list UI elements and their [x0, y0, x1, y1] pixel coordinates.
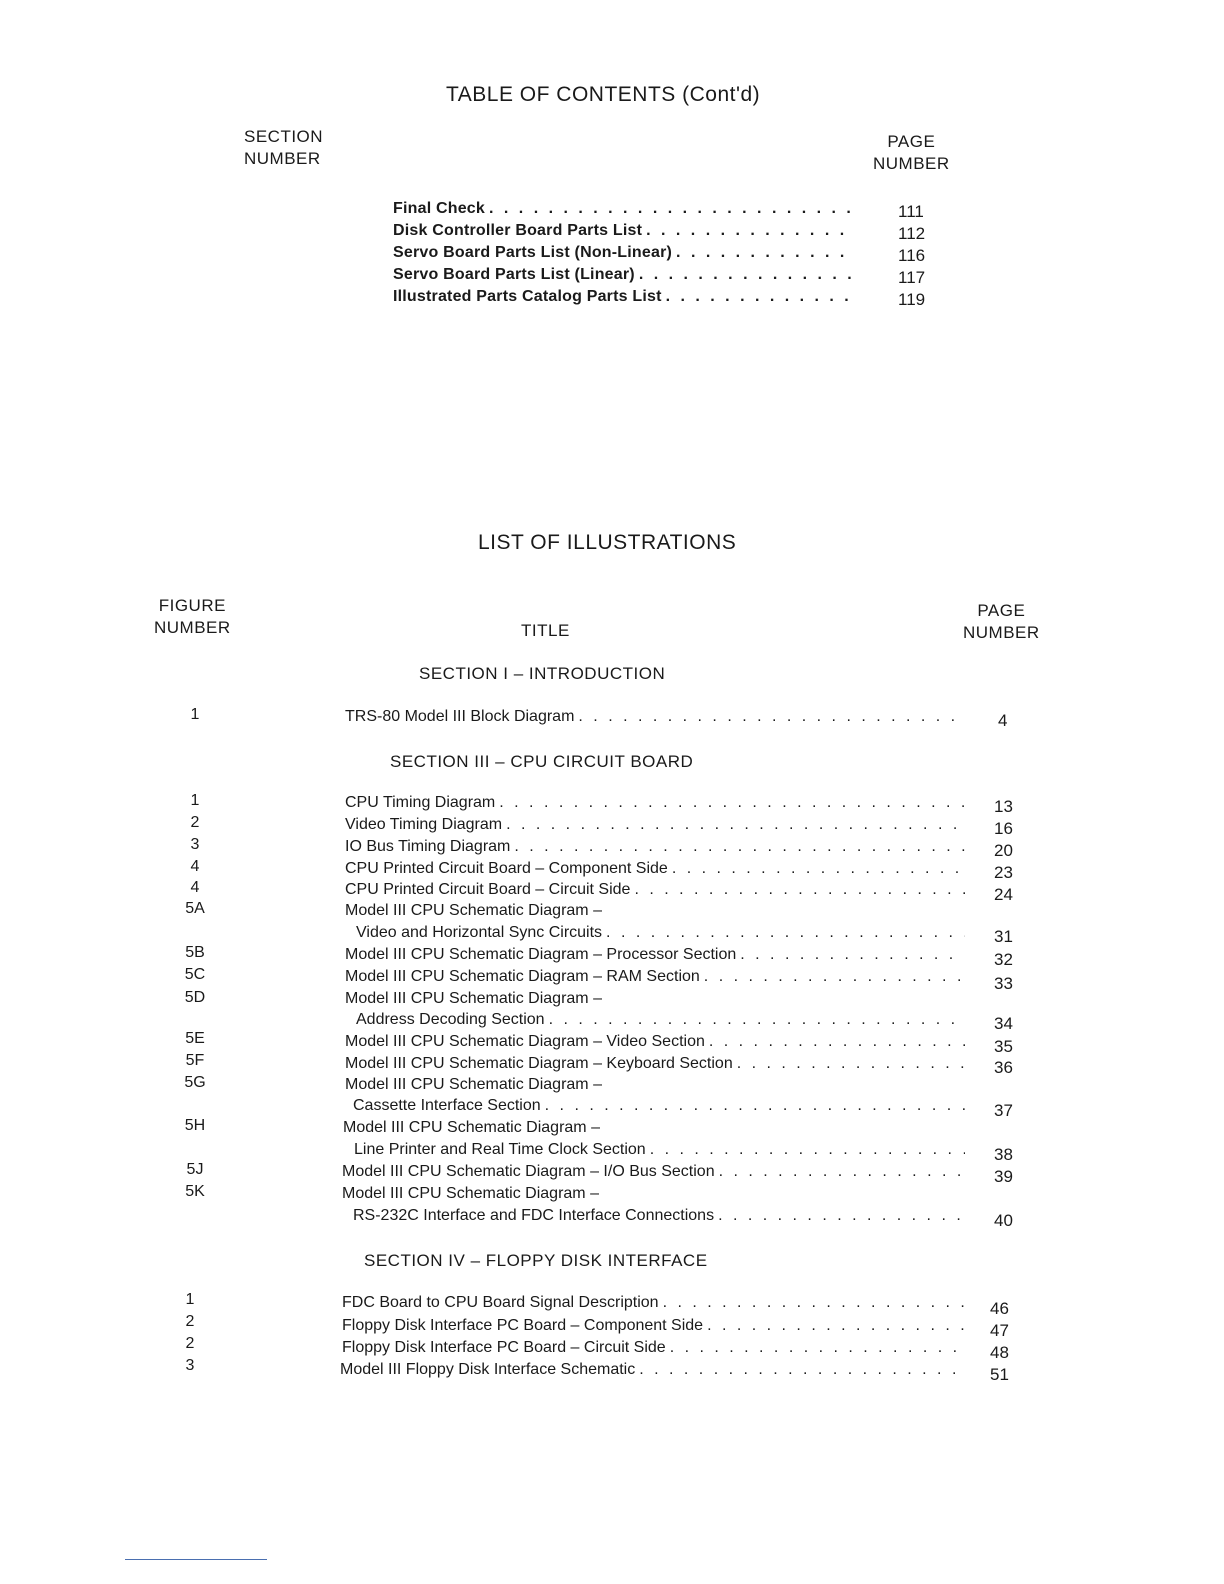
figure-entry[interactable] [345, 816, 965, 834]
figure-number: 5K [185, 1183, 205, 1200]
figure-number: 5F [185, 1052, 205, 1069]
figure-number: 1 [190, 792, 200, 809]
figure-entry[interactable] [342, 1294, 965, 1312]
toc-entry[interactable] [393, 222, 855, 240]
figure-page: 40 [994, 1211, 1013, 1230]
toc-entry-title: Servo Board Parts List (Linear) [393, 266, 635, 283]
figure-title-continued: Video and Horizontal Sync Circuits [356, 924, 603, 941]
figure-page: 32 [994, 950, 1013, 969]
leader-dots [650, 1141, 965, 1159]
figure-page: 16 [994, 819, 1013, 838]
figure-title: FDC Board to CPU Board Signal Description [342, 1294, 659, 1311]
toc-entry[interactable] [393, 244, 855, 262]
figure-number: 5D [184, 989, 206, 1006]
loi-page-number-header: PAGE NUMBER [963, 601, 1040, 642]
figure-entry[interactable] [354, 1141, 965, 1159]
leader-dots [514, 838, 965, 856]
figure-title: Model III CPU Schematic Diagram – Keyboard Section [345, 1055, 733, 1072]
figure-title: CPU Timing Diagram [345, 794, 496, 811]
leader-dots [606, 924, 965, 942]
figure-entry[interactable] [345, 881, 965, 899]
figure-title: Floppy Disk Interface PC Board – Circuit Side [342, 1339, 666, 1356]
leader-dots [634, 881, 965, 899]
figure-number: 5B [185, 944, 205, 961]
toc-entry-title: Disk Controller Board Parts List [393, 222, 643, 239]
figure-title: Model III CPU Schematic Diagram – [345, 902, 602, 919]
figure-entry[interactable] [345, 860, 965, 878]
figure-title-continued: Cassette Interface Section [353, 1097, 541, 1114]
figure-page: 33 [994, 974, 1013, 993]
leader-dots [506, 816, 965, 834]
figure-page: 13 [994, 797, 1013, 816]
figure-entry[interactable] [345, 708, 965, 726]
figure-entry[interactable] [353, 1207, 965, 1225]
toc-entry-title: Illustrated Parts Catalog Parts List [393, 288, 662, 305]
figure-entry[interactable] [342, 1339, 965, 1357]
leader-dots [545, 1097, 965, 1115]
leader-dots [639, 1361, 965, 1379]
toc-page-number-header: PAGE NUMBER [873, 132, 950, 173]
figure-page: 47 [990, 1321, 1009, 1340]
figure-number: 3 [190, 836, 200, 853]
leader-dots [718, 1207, 965, 1225]
figure-title-continued: Address Decoding Section [356, 1011, 545, 1028]
figure-page: 20 [994, 841, 1013, 860]
leader-dots [578, 708, 965, 726]
figure-title: Model III CPU Schematic Diagram – [343, 1119, 600, 1136]
figure-number: 5E [185, 1030, 205, 1047]
toc-entry-page: 112 [898, 224, 926, 243]
leader-dots [666, 288, 855, 306]
toc-entry-page: 119 [898, 290, 926, 309]
loi-figure-number-header: FIGURE NUMBER [154, 596, 231, 637]
figure-entry[interactable] [340, 1361, 965, 1379]
figure-title: Model III CPU Schematic Diagram – I/O Bus Section [342, 1163, 715, 1180]
leader-dots [646, 222, 855, 240]
figure-entry[interactable] [345, 946, 965, 964]
figure-entry[interactable] [342, 1317, 965, 1335]
figure-entry[interactable] [345, 1033, 965, 1051]
figure-number: 4 [190, 858, 200, 875]
toc-section-number-header: SECTION NUMBER [244, 127, 324, 168]
figure-entry[interactable] [356, 924, 965, 942]
section-heading: SECTION III – CPU CIRCUIT BOARD [390, 752, 694, 771]
figure-number: 1 [185, 1291, 195, 1308]
leader-dots [489, 200, 855, 218]
figure-page: 34 [994, 1014, 1013, 1033]
figure-page: 48 [990, 1343, 1009, 1362]
bottom-rule [125, 1559, 267, 1560]
figure-title: Model III CPU Schematic Diagram – [345, 990, 602, 1007]
figure-number: 5J [186, 1161, 204, 1178]
figure-title: IO Bus Timing Diagram [345, 838, 511, 855]
leader-dots [709, 1033, 965, 1051]
figure-page: 39 [994, 1167, 1013, 1186]
toc-entry-page: 117 [898, 268, 926, 287]
toc-entry[interactable] [393, 266, 855, 284]
figure-entry[interactable] [345, 1055, 965, 1073]
leader-dots [676, 244, 855, 262]
leader-dots [740, 946, 965, 964]
toc-entry-title: Servo Board Parts List (Non-Linear) [393, 244, 673, 261]
figure-number: 3 [185, 1357, 195, 1374]
figure-number: 1 [190, 706, 200, 723]
figure-title: Video Timing Diagram [345, 816, 503, 833]
toc-title: TABLE OF CONTENTS (Cont'd) [446, 83, 761, 106]
figure-title: Model III CPU Schematic Diagram – RAM Section [345, 968, 700, 985]
figure-title: Model III CPU Schematic Diagram – [345, 1076, 602, 1093]
loi-title: LIST OF ILLUSTRATIONS [478, 531, 737, 554]
figure-page: 35 [994, 1037, 1013, 1056]
figure-title: Model III Floppy Disk Interface Schematic [340, 1361, 636, 1378]
leader-dots [499, 794, 965, 812]
figure-page: 51 [990, 1365, 1009, 1384]
toc-entry-page: 116 [898, 246, 926, 265]
figure-entry[interactable] [345, 838, 965, 856]
section-heading: SECTION IV – FLOPPY DISK INTERFACE [364, 1251, 708, 1270]
figure-entry[interactable] [353, 1097, 965, 1115]
leader-dots [672, 860, 965, 878]
figure-number: 5G [184, 1074, 206, 1091]
figure-page: 38 [994, 1145, 1013, 1164]
figure-number: 2 [185, 1335, 195, 1352]
figure-page: 31 [994, 927, 1013, 946]
figure-title: CPU Printed Circuit Board – Component Side [345, 860, 668, 877]
figure-title: Model III CPU Schematic Diagram – Video Section [345, 1033, 705, 1050]
toc-entry[interactable] [393, 288, 855, 306]
leader-dots [707, 1317, 965, 1335]
figure-number: 5H [184, 1117, 206, 1134]
leader-dots [704, 968, 965, 986]
leader-dots [670, 1339, 965, 1357]
section-heading: SECTION I – INTRODUCTION [419, 664, 666, 683]
figure-page: 4 [998, 711, 1008, 730]
toc-entry-title: Final Check [393, 200, 486, 217]
figure-number: 5C [184, 966, 206, 983]
figure-entry[interactable] [356, 1011, 965, 1029]
figure-number: 2 [185, 1313, 195, 1330]
figure-title: Model III CPU Schematic Diagram – Processor Section [345, 946, 737, 963]
leader-dots [663, 1294, 965, 1312]
figure-title-continued: RS-232C Interface and FDC Interface Connections [353, 1207, 715, 1224]
figure-entry[interactable] [345, 968, 965, 986]
figure-number: 2 [190, 814, 200, 831]
leader-dots [549, 1011, 965, 1029]
figure-entry[interactable] [345, 794, 965, 812]
toc-entry-page: 111 [898, 202, 924, 221]
figure-title: CPU Printed Circuit Board – Circuit Side [345, 881, 631, 898]
figure-page: 24 [994, 885, 1013, 904]
figure-title-continued: Line Printer and Real Time Clock Section [354, 1141, 646, 1158]
figure-title: Floppy Disk Interface PC Board – Component Side [342, 1317, 704, 1334]
figure-title: TRS-80 Model III Block Diagram [345, 708, 575, 725]
figure-number: 5A [185, 900, 205, 917]
figure-page: 36 [994, 1058, 1013, 1077]
leader-dots [639, 266, 855, 284]
leader-dots [737, 1055, 965, 1073]
loi-title-header: TITLE [521, 621, 570, 640]
figure-page: 46 [990, 1299, 1009, 1318]
figure-page: 37 [994, 1101, 1013, 1120]
figure-number: 4 [190, 879, 200, 896]
figure-entry[interactable] [342, 1163, 965, 1181]
toc-entry[interactable] [393, 200, 855, 218]
figure-page: 23 [994, 863, 1013, 882]
figure-title: Model III CPU Schematic Diagram – [342, 1185, 599, 1202]
leader-dots [719, 1163, 965, 1181]
